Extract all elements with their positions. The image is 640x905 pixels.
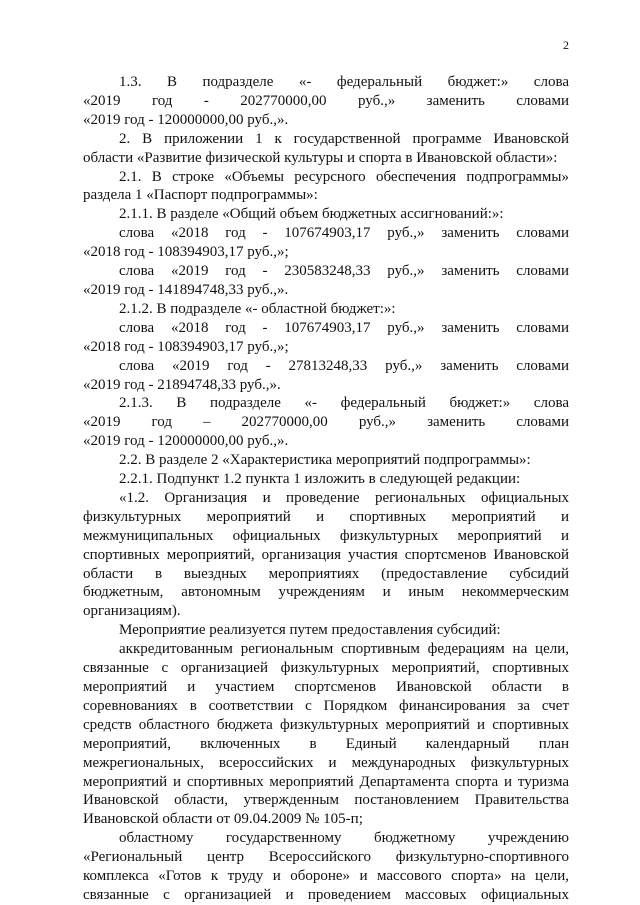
text-line: связанные с организацией физкультурных мероприятий, спортивных — [83, 660, 569, 677]
text-line: 2.1.2. В подразделе «- областной бюджет:»: — [119, 300, 396, 317]
text-line: слова «2019 год - 27813248,33 руб.,» заменить словами — [119, 357, 569, 374]
text-line: Мероприятие реализуется путем предоставления субсидий: — [119, 622, 501, 639]
text-line: межмуниципальных официальных физкультурных мероприятий и — [83, 527, 569, 544]
document-body — [83, 73, 569, 905]
text-line: спортивных мероприятий, организация участия спортсменов Ивановской — [83, 546, 569, 563]
text-line: 2.1. В строке «Объемы ресурсного обеспечения подпрограммы» — [119, 168, 569, 185]
text-line: Ивановской области, утвержденным постановлением Правительства — [83, 792, 569, 809]
text-line: мероприятий и участием спортсменов Ивановской области в — [83, 679, 569, 695]
text-line: «2019 год - 120000000,00 руб.,». — [83, 111, 289, 128]
page-number: 2 — [563, 38, 569, 52]
text-line: межрегиональных, всероссийских и международных физкультурных — [83, 754, 569, 771]
text-line: «2018 год - 108394903,17 руб.,»; — [83, 244, 289, 261]
text-line: области «Развитие физической культуры и спорта в Ивановской области»: — [83, 149, 558, 166]
text-line: «2018 год - 108394903,17 руб.,»; — [83, 338, 289, 355]
text-line: соревнованиях в соответствии с Порядком финансирования за счет — [83, 697, 569, 714]
text-line: раздела 1 «Паспорт подпрограммы»: — [83, 187, 318, 204]
text-line: 2.2.1. Подпункт 1.2 пункта 1 изложить в следующей редакции: — [119, 471, 521, 488]
text-line: организациям). — [83, 603, 181, 620]
text-line: «1.2. Организация и проведение региональных официальных — [119, 489, 569, 506]
text-line: слова «2018 год - 107674903,17 руб.,» заменить словами — [119, 319, 569, 336]
text-line: мероприятий и спортивных мероприятий Департамента спорта и туризма — [83, 773, 569, 790]
text-line: «2019 год - 202770000,00 руб.,» заменить словами — [83, 92, 569, 109]
text-line: слова «2019 год - 230583248,33 руб.,» заменить словами — [119, 263, 569, 280]
text-line: физкультурных мероприятий и спортивных мероприятий и — [83, 508, 569, 525]
text-line: «2019 год - 21894748,33 руб.,». — [83, 376, 281, 393]
text-line: «Региональный центр Всероссийского физкультурно-спортивного — [83, 849, 569, 866]
text-line: 2. В приложении 1 к государственной программе Ивановской — [119, 130, 569, 147]
text-line: мероприятий, включенных в Единый календарный план — [83, 735, 569, 752]
text-line: комплекса «Готов к труду и обороне» и массового спорта» на цели, — [83, 868, 569, 885]
text-line: слова «2018 год - 107674903,17 руб.,» заменить словами — [119, 225, 569, 242]
text-line: области в выездных мероприятиях (предоставление субсидий — [83, 565, 569, 582]
text-line: областному государственному бюджетному учреждению — [119, 830, 569, 847]
text-line: 2.1.3. В подразделе «- федеральный бюджет:» слова — [119, 395, 569, 412]
text-line: «2019 год - 120000000,00 руб.,». — [83, 433, 289, 450]
text-line: 2.1.1. В разделе «Общий объем бюджетных ассигнований:»: — [119, 206, 504, 223]
text-line: 1.3. В подразделе «- федеральный бюджет:» слова — [119, 74, 569, 90]
text-line: аккредитованным региональным спортивным федерациям на цели, — [119, 641, 569, 658]
text-line: бюджетным, автономным учреждениям и иным некоммерческим — [83, 584, 569, 601]
text-line: 2.2. В разделе 2 «Характеристика мероприятий подпрограммы»: — [119, 452, 531, 469]
text-line: средств областного бюджета физкультурных мероприятий и спортивных — [83, 716, 569, 733]
text-line: «2019 год - 141894748,33 руб.,». — [83, 281, 289, 298]
text-line: Ивановской области от 09.04.2009 № 105-п; — [83, 811, 363, 828]
text-line: «2019 год – 202770000,00 руб.,» заменить словами — [83, 414, 569, 431]
text-line: связанные с организацией и проведением массовых официальных — [83, 886, 569, 903]
